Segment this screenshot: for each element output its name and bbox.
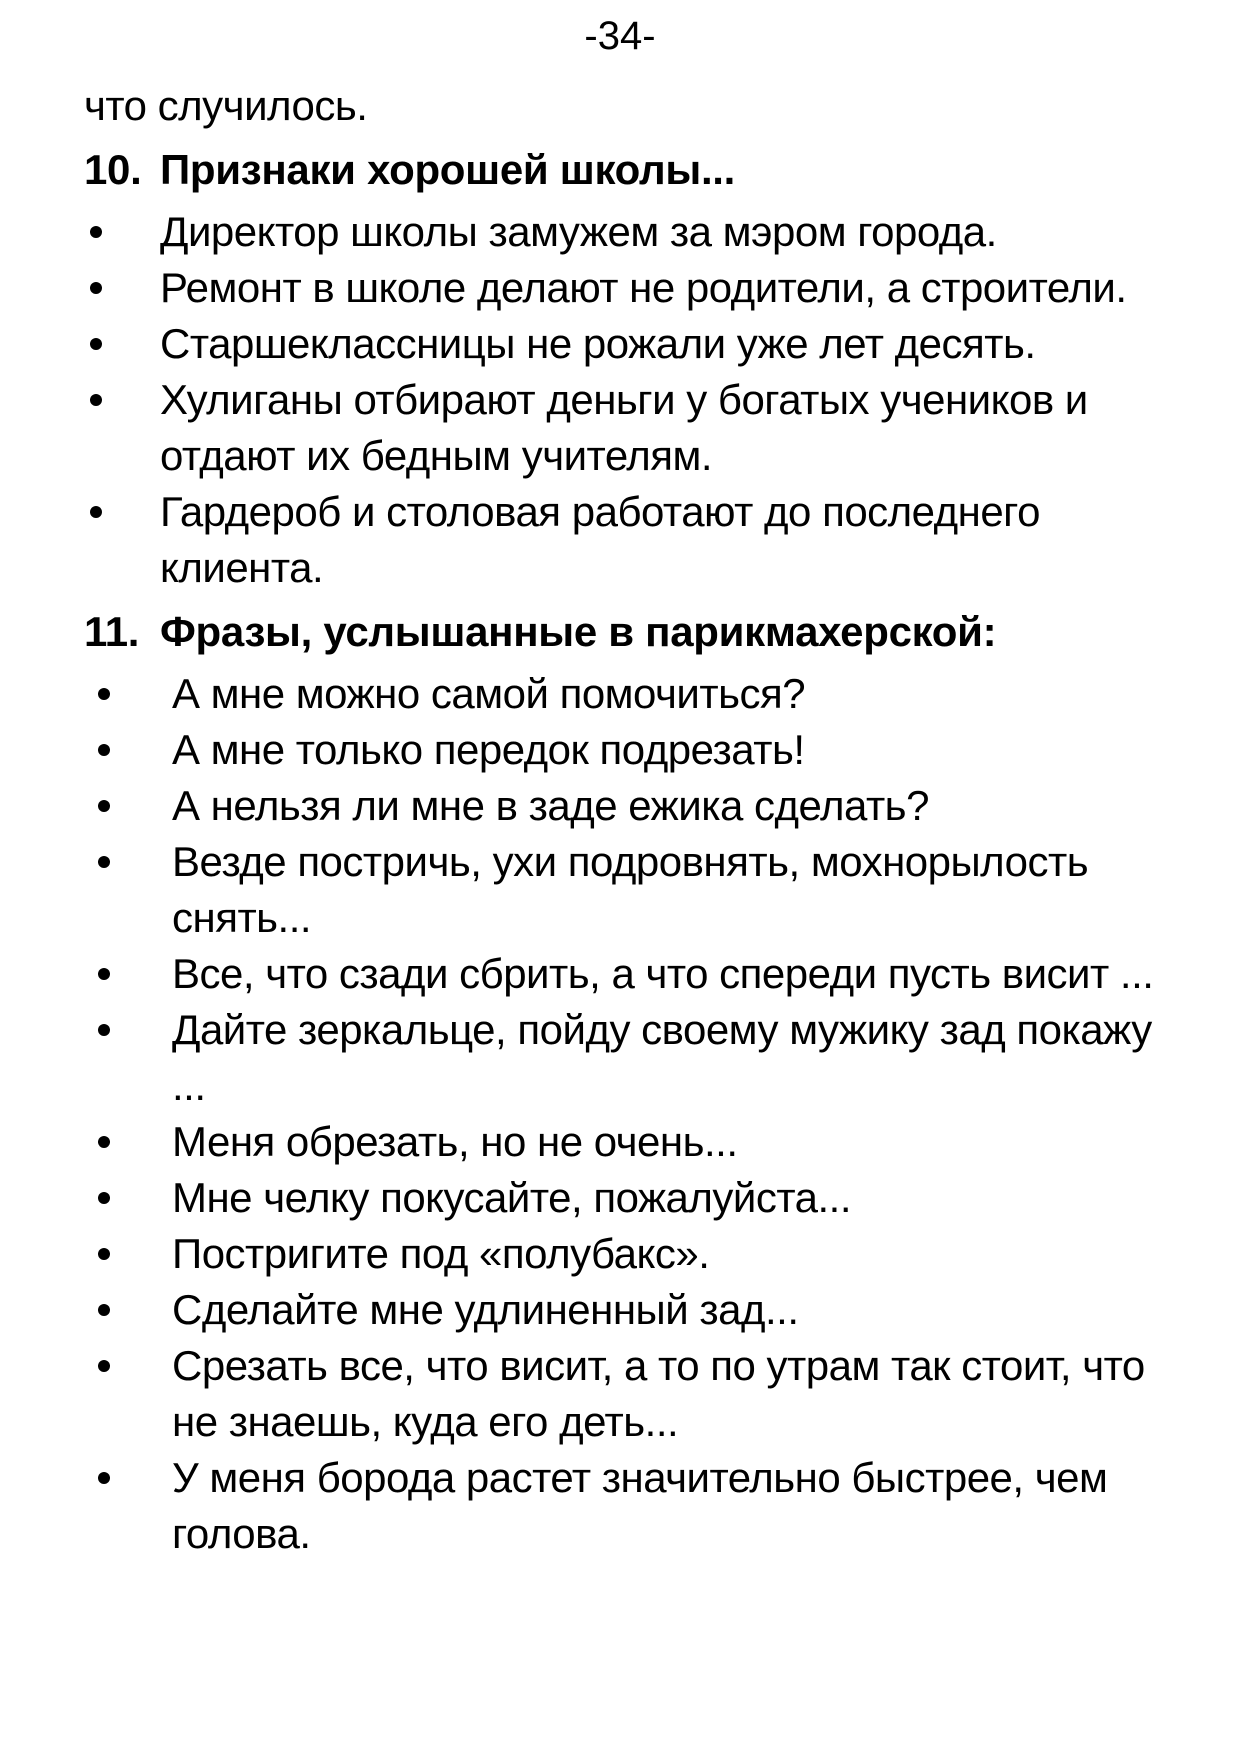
bullet-icon (84, 204, 160, 260)
list-item-text: А мне можно самой помочиться? (172, 670, 806, 717)
section-number: 11. (84, 608, 140, 655)
list-item (84, 1282, 1174, 1338)
bullet-icon (84, 1338, 172, 1450)
list-item (84, 1338, 1174, 1450)
list-item-text: Хулиганы отбирают деньги у богатых учеников и отдают их бедным учителям. (160, 376, 1088, 479)
list-item-text: Меня обрезать, но не очень... (172, 1118, 738, 1165)
section-heading-10 (84, 142, 1174, 198)
section-title: Признаки хорошей школы... (160, 146, 736, 193)
bullet-icon (84, 834, 172, 946)
list-item-text: Дайте зеркальце, пойду своему мужику зад покажу ... (172, 1006, 1152, 1109)
list-item-text: Гардероб и столовая работают до последнего клиента. (160, 488, 1040, 591)
bullet-icon (84, 1226, 172, 1282)
section-title: Фразы, услышанные в парикмахерской: (160, 608, 997, 655)
list-item-text: Сделайте мне удлиненный зад... (172, 1286, 799, 1333)
list-item (84, 260, 1174, 316)
bullet-icon (84, 1450, 172, 1562)
list-item (84, 372, 1174, 484)
list-item-text: А мне только передок подрезать! (172, 726, 805, 773)
list-item-text: А нельзя ли мне в заде ежика сделать? (172, 782, 929, 829)
section-heading-11 (84, 604, 1174, 660)
list-item (84, 316, 1174, 372)
list-item (84, 1226, 1174, 1282)
bullet-icon (84, 372, 160, 484)
bullet-icon (84, 484, 160, 596)
bullet-icon (84, 1002, 172, 1114)
bullet-icon (84, 946, 172, 1002)
bullet-icon (84, 722, 172, 778)
bullet-icon (84, 1114, 172, 1170)
list-item-text: Старшеклассницы не рожали уже лет десять. (160, 320, 1036, 367)
list-item (84, 1170, 1174, 1226)
list-item (84, 1450, 1174, 1562)
page-number: -34- (584, 14, 656, 58)
bullet-list-school (84, 204, 1174, 596)
list-item-text: Везде постричь, ухи подровнять, мохнорылость снять... (172, 838, 1089, 941)
list-item-text: Постригите под «полубакс». (172, 1230, 710, 1277)
list-item-text: Директор школы замужем за мэром города. (160, 208, 997, 255)
list-item (84, 204, 1174, 260)
bullet-icon (84, 260, 160, 316)
list-item-text: Ремонт в школе делают не родители, а строители. (160, 264, 1127, 311)
list-item (84, 778, 1174, 834)
bullet-list-barbershop (84, 666, 1174, 1562)
list-item (84, 946, 1174, 1002)
list-item (84, 1002, 1174, 1114)
bullet-icon (84, 666, 172, 722)
continuation-text: что случилось. (84, 82, 368, 129)
bullet-icon (84, 778, 172, 834)
list-item (84, 722, 1174, 778)
page-body (84, 78, 1174, 1570)
list-item-text: Все, что сзади сбрить, а что спереди пусть висит ... (172, 950, 1154, 997)
list-item (84, 1114, 1174, 1170)
bullet-icon (84, 1282, 172, 1338)
bullet-icon (84, 1170, 172, 1226)
list-item (84, 666, 1174, 722)
section-number: 10. (84, 146, 142, 193)
bullet-icon (84, 316, 160, 372)
list-item-text: Срезать все, что висит, а то по утрам так стоит, что не знаешь, куда его деть... (172, 1342, 1145, 1445)
list-item-text: У меня борода растет значительно быстрее, чем голова. (172, 1454, 1108, 1557)
list-item-text: Мне челку покусайте, пожалуйста... (172, 1174, 852, 1221)
list-item (84, 834, 1174, 946)
list-item (84, 484, 1174, 596)
